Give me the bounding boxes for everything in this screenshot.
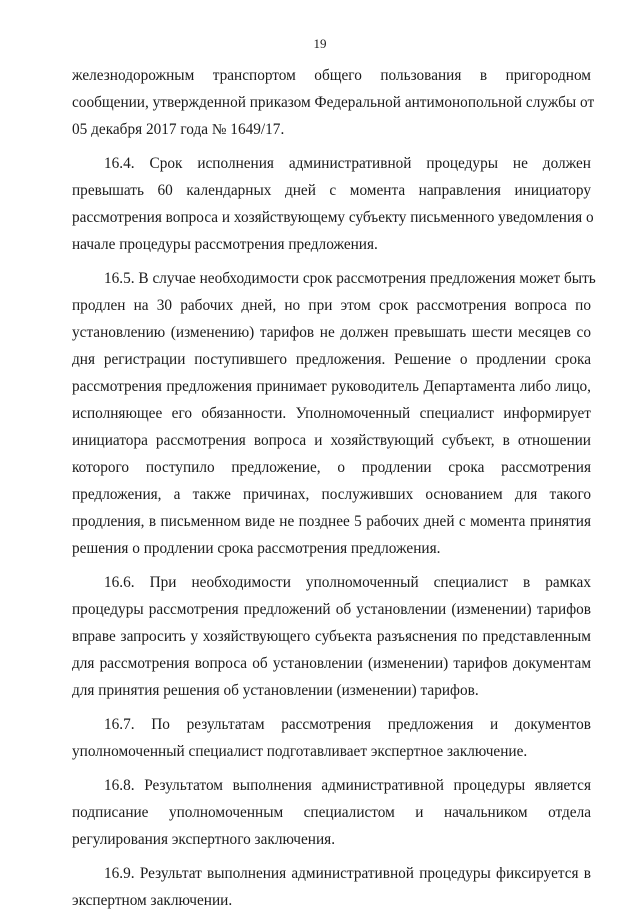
paragraph-16-9 (72, 860, 591, 914)
text-line: 16.8. Результатом выполнения административной процедуры является (104, 777, 591, 794)
text-line: решения о продлении срока рассмотрения предложения. (72, 540, 441, 557)
text-line: рассмотрения предложения принимает руководитель Департамента либо лицо, (72, 378, 591, 395)
text-line: вправе запросить у хозяйствующего субъекта разъяснения по представленным (72, 628, 591, 645)
paragraph-continued (72, 62, 595, 143)
text-line: железнодорожным транспортом общего пользования в пригородном (72, 67, 591, 84)
text-line: 16.5. В случае необходимости срок рассмотрения предложения может быть (104, 270, 596, 287)
text-line: исполняющее его обязанности. Уполномоченный специалист информирует (72, 405, 591, 422)
text-line: процедуры рассмотрения предложений об установлении (изменении) тарифов (72, 601, 591, 618)
text-line: инициатора рассмотрения вопроса и хозяйствующий субъект, в отношении (72, 432, 591, 449)
text-line: установлению (изменению) тарифов не должен превышать шести месяцев со (72, 324, 591, 341)
document-body (72, 62, 596, 921)
text-line: начале процедуры рассмотрения предложения. (72, 236, 378, 253)
paragraph-16-6 (72, 569, 591, 704)
text-line: 16.7. По результатам рассмотрения предложения и документов (104, 716, 591, 733)
text-line: дня регистрации поступившего предложения. Решение о продлении срока (72, 351, 591, 368)
text-line: подписание уполномоченным специалистом и начальником отдела (72, 804, 591, 821)
text-line: превышать 60 календарных дней с момента направления инициатору (72, 182, 591, 199)
paragraph-16-7 (72, 711, 591, 765)
text-line: 16.6. При необходимости уполномоченный специалист в рамках (104, 574, 591, 591)
page-number: 19 (313, 36, 327, 51)
paragraph-16-8 (72, 772, 591, 853)
text-line: регулирования экспертного заключения. (72, 831, 336, 848)
text-line: продлен на 30 рабочих дней, но при этом срок рассмотрения вопроса по (72, 297, 591, 314)
text-line: предложения, а также причинах, послуживших основанием для такого (72, 486, 591, 503)
paragraph-16-5 (72, 265, 596, 562)
text-line: 16.4. Срок исполнения административной процедуры не должен (104, 155, 591, 172)
paragraph-16-4 (72, 150, 594, 258)
text-line: сообщении, утвержденной приказом Федеральной антимонопольной службы от (72, 94, 595, 111)
text-line: продления, в письменном виде не позднее 5 рабочих дней с момента принятия (72, 513, 591, 530)
text-line: уполномоченный специалист подготавливает экспертное заключение. (72, 743, 528, 760)
text-line: для принятия решения об установлении (изменении) тарифов. (72, 682, 479, 699)
text-line: рассмотрения вопроса и хозяйствующему субъекту письменного уведомления о (72, 209, 594, 226)
text-line: которого поступило предложение, о продлении срока рассмотрения (72, 459, 591, 476)
text-line: 05 декабря 2017 года № 1649/17. (72, 121, 285, 138)
text-line: для рассмотрения вопроса об установлении (изменении) тарифов документам (72, 655, 591, 672)
text-line: экспертном заключении. (72, 892, 233, 909)
text-line: 16.9. Результат выполнения административной процедуры фиксируется в (104, 865, 591, 882)
